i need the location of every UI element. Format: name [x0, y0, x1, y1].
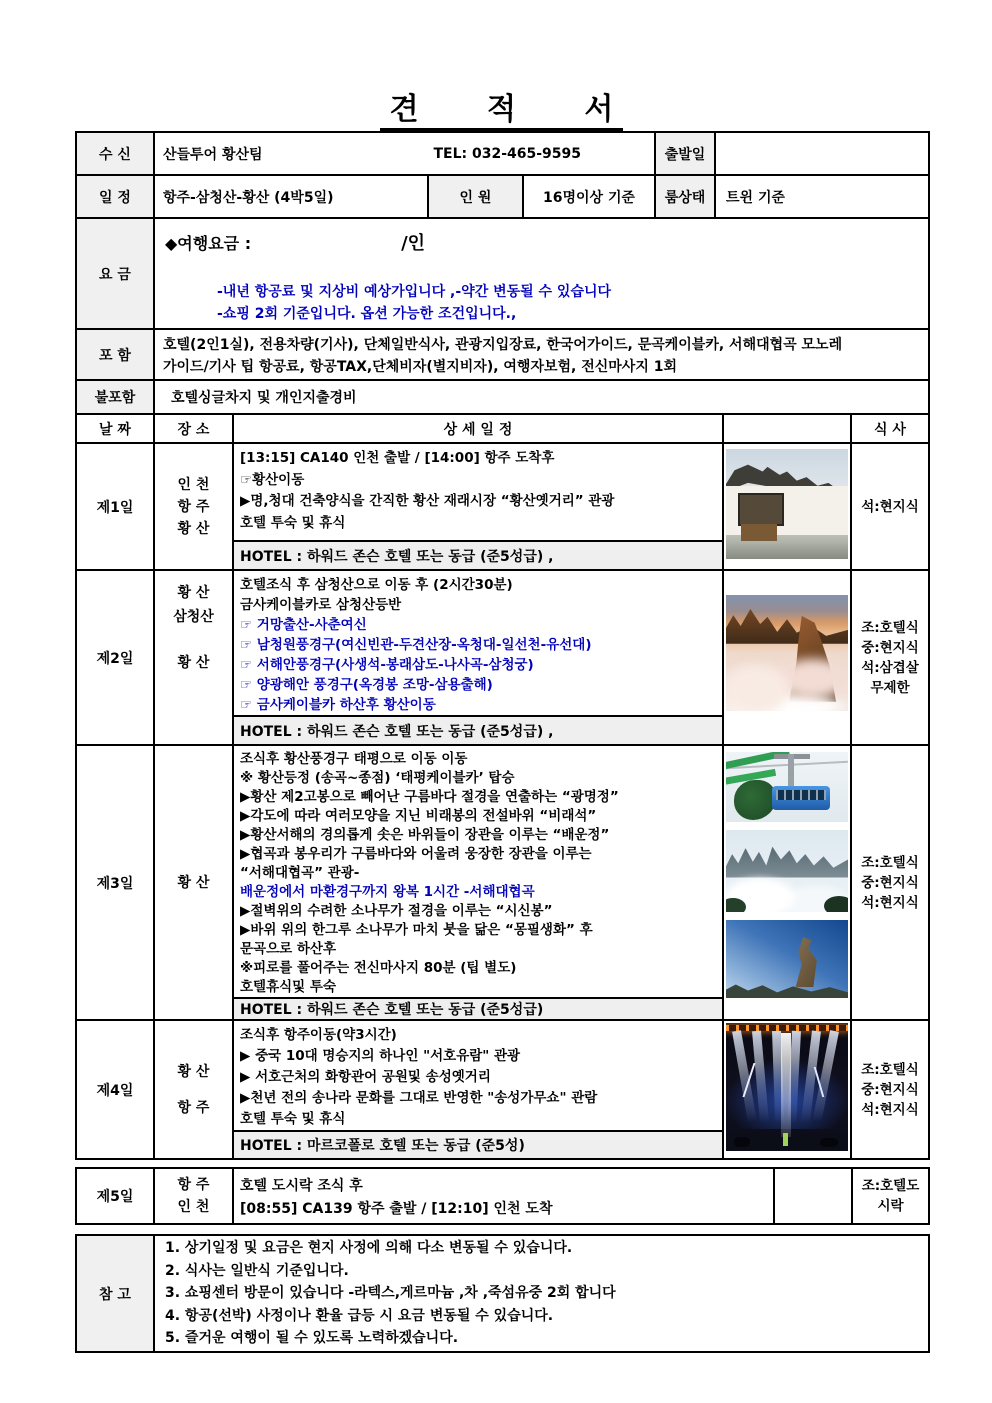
excluded-label: 불포함 [76, 380, 154, 414]
itinerary-line: 호텔 도시락 조식 후 [240, 1178, 363, 1194]
title-block [75, 0, 928, 131]
photo-sanqingshan-sunset-clouds [726, 595, 848, 711]
itinerary-line: ▶천년 전의 송나라 문화를 그대로 반영한 "송성가무쇼" 관람 [240, 1090, 598, 1106]
meal-line: 시락 [877, 1198, 904, 1214]
price-table [75, 217, 930, 330]
place-line: 항 주 [177, 1099, 210, 1116]
day5-places [154, 1168, 233, 1224]
itinerary-line: 배운정에서 마환경구까지 왕복 1시간 -서해대협곡 [240, 884, 535, 900]
included-text [154, 329, 929, 380]
recipient-label: 수 신 [76, 132, 154, 175]
itinerary-line: ☞ 서해안풍경구(사생석-봉래삼도-나사곡-삼청궁) [240, 657, 534, 673]
day4-row [76, 1020, 929, 1131]
room-value: 트윈 기준 [715, 175, 929, 218]
schedule-label: 일 정 [76, 175, 154, 218]
photo-taiping-cable-car [726, 752, 848, 822]
meal-line: 석:현지식 [861, 894, 919, 911]
photo-songcheng-dance-show [726, 1023, 848, 1151]
day3-itinerary [233, 745, 723, 998]
meal-line: 석:현지식 [861, 498, 919, 515]
itinerary-line: 호텔휴식및 투숙 [240, 979, 336, 995]
place-line: 황 산 [177, 585, 210, 601]
itinerary-table [75, 413, 930, 1160]
day2-itinerary [233, 570, 723, 716]
performer-silhouette [820, 1138, 838, 1147]
recipient-cell [154, 132, 655, 175]
pax-value: 16명이상 기준 [523, 175, 655, 218]
itinerary-line: ▶협곡과 봉우리가 구름바다와 어울려 웅장한 장관을 이루는 [240, 846, 592, 862]
rocky-peaks [726, 840, 848, 878]
itinerary-line: ▶ 서호근처의 화항관어 공원및 송성옛거리 [240, 1069, 491, 1085]
mountain-ridge [726, 604, 848, 643]
itinerary-line: ☞ 양광해안 풍경구(옥경봉 조망-삼용출해) [240, 677, 493, 693]
place-line: 삼청산 [173, 609, 214, 625]
place-line: 인 천 [177, 1199, 210, 1215]
meal-line: 석:현지식 [861, 1101, 919, 1118]
itinerary-line: ▶절벽위의 수려한 소나무가 절경을 이루는 “시신봉” [240, 903, 553, 919]
route-value: 항주-삼청산-황산 (4박5일) [154, 175, 428, 218]
meal-header: 식 사 [851, 414, 929, 443]
day4-places [154, 1020, 233, 1159]
day3-hotel: HOTEL : 하워드 존슨 호텔 또는 동급 (준5성급) [233, 998, 723, 1020]
day2-places [154, 570, 233, 745]
itinerary-line: ▶황산서해의 경의롭게 솟은 바위들이 장관을 이루는 “배운정” [240, 827, 610, 843]
day1-row [76, 443, 929, 541]
day2-label: 제2일 [76, 570, 154, 745]
tel-number: TEL: 032-465-9595 [433, 145, 582, 162]
day1-itinerary [233, 443, 723, 541]
itinerary-line: ▶바위 위의 한그루 소나무가 마치 붓을 닮은 “몽필생화” 후 [240, 922, 593, 938]
day3-row [76, 745, 929, 998]
meal-line: 조:호텔식 [861, 1061, 919, 1078]
day2-hotel: HOTEL : 하워드 존슨 호텔 또는 동급 (준5성급) , [233, 716, 723, 745]
itinerary-line: 호텔조식 후 삼청산으로 이동 후 (2시간30분) [240, 577, 513, 593]
itinerary-line: [08:55] CA139 항주 출발 / [12:10] 인천 도착 [240, 1201, 553, 1217]
meal-line: 중:현지식 [861, 874, 919, 891]
day2-meals [851, 570, 929, 745]
performer-silhouette [734, 1137, 750, 1147]
meal-line: 조:호텔도 [861, 1178, 920, 1194]
itinerary-line: 문곡으로 하산후 [240, 941, 336, 957]
lead-performer [783, 1133, 788, 1146]
note-item: 3. 쇼핑센터 방문이 있습니다 -라텍스,게르마늄 ,차 ,죽섬유중 2회 합니다 [165, 1285, 616, 1302]
meal-line: 조:호텔식 [861, 854, 919, 871]
sea-of-clouds [726, 653, 848, 711]
price-label: 요 금 [76, 218, 154, 329]
day5-meals [852, 1168, 929, 1224]
day5-row [76, 1168, 929, 1224]
day4-photo-cell [723, 1020, 851, 1159]
detail-header: 상 세 일 정 [233, 414, 723, 443]
itinerary-line: 금사케이블카로 삼청산등반 [240, 597, 402, 613]
day1-places [154, 443, 233, 570]
itinerary-line: 호텔 투숙 및 휴식 [240, 514, 346, 531]
center-spotlight [781, 1033, 791, 1141]
day4-hotel: HOTEL : 마르코폴로 호텔 또는 동급 (준5성) [233, 1131, 723, 1159]
street-road [726, 544, 848, 559]
day4-itinerary [233, 1020, 723, 1131]
pine-silhouette [824, 896, 848, 912]
excluded-table [75, 379, 930, 415]
photo-brush-pen-rock [726, 920, 848, 998]
wooden-balcony [738, 493, 783, 526]
price-heading: ◆여행요금 : [165, 234, 252, 253]
day4-meals [851, 1020, 929, 1159]
itinerary-line: [13:15] CA140 인천 출발 / [14:00] 항주 도착후 [240, 450, 555, 466]
price-note: -내년 항공료 및 지상비 예상가입니다 ,-약간 변동될 수 있습니다 [217, 284, 612, 300]
pax-label: 인 원 [428, 175, 523, 218]
itinerary-line: ▶황산 제2고봉으로 빼어난 구름바다 절경을 연출하는 “광명정” [240, 789, 619, 805]
itinerary-line: ▶명,청대 건축양식을 간직한 황산 재래시장 “황산옛거리” 관광 [240, 493, 615, 509]
header-info-table [75, 131, 930, 219]
day1-hotel: HOTEL : 하워드 존슨 호텔 또는 동급 (준5성급) , [233, 541, 723, 570]
day5-label: 제5일 [76, 1168, 154, 1224]
itinerary-line: 조식후 황산풍경구 태평으로 이동 이동 [240, 751, 468, 767]
price-unit: /인 [401, 233, 426, 254]
itinerary-line: ☞황산이동 [240, 471, 305, 488]
meal-line: 석:삼겹살 [861, 659, 919, 676]
cable-pole [788, 754, 794, 788]
notes-row [76, 1235, 929, 1352]
itinerary-header-row [76, 414, 929, 443]
day1-label: 제1일 [76, 443, 154, 570]
itinerary-line: 호텔 투숙 및 휴식 [240, 1111, 346, 1127]
notes-list [154, 1235, 929, 1352]
day5-table [75, 1167, 930, 1225]
itinerary-line: “서해대협곡” 관광- [240, 865, 360, 881]
included-table [75, 328, 930, 381]
place-line: 인 천 [177, 476, 210, 493]
recipient-name: 산들투어 황산팀 [163, 146, 263, 163]
place-line: 황 산 [177, 874, 210, 891]
itinerary-line: ※ 황산등정 (송곡~종점) ‘태평케이블카’ 탑승 [240, 770, 515, 786]
itinerary-line: ☞ 거망출산-사춘여신 [240, 617, 367, 633]
mountain-ridge [726, 979, 848, 998]
cabin-windows [776, 790, 826, 800]
meal-line: 중:현지식 [861, 639, 919, 656]
day3-meals [851, 745, 929, 1020]
day2-row [76, 570, 929, 716]
day4-label: 제4일 [76, 1020, 154, 1159]
day5-empty-cell [774, 1168, 852, 1224]
schedule-row [76, 175, 929, 218]
departure-value [715, 132, 929, 175]
departure-label: 출발일 [655, 132, 715, 175]
place-line: 황 산 [177, 1063, 210, 1080]
photo-huangshan-old-street [726, 449, 848, 559]
included-line: 호텔(2인1실), 전용차량(기사), 단체일반식사, 관광지입장료, 한국어가이드, 문곡케이블카, 서해대협곡 모노레 [163, 336, 843, 353]
note-item: 2. 식사는 일반식 기준입니다. [165, 1262, 349, 1279]
place-header: 장 소 [154, 414, 233, 443]
day3-photo-cell [723, 745, 851, 1020]
place-line: 항 주 [177, 498, 210, 515]
note-item: 5. 즐거운 여행이 될 수 있도록 노력하겠습니다. [165, 1330, 459, 1347]
excluded-text: 호텔싱글차지 및 개인지출경비 [154, 380, 929, 414]
day3-places [154, 745, 233, 1020]
notes-table [75, 1234, 930, 1353]
room-label: 룸상태 [655, 175, 715, 218]
notes-label: 참 고 [76, 1235, 154, 1352]
day2-photo-cell [723, 570, 851, 745]
pine-tree [734, 780, 776, 820]
recipient-row [76, 132, 929, 175]
day1-meals [851, 443, 929, 570]
itinerary-line: ▶ 중국 10대 명승지의 하나인 "서호유람" 관광 [240, 1048, 521, 1064]
place-line: 항 주 [177, 1177, 210, 1193]
itinerary-line: ▶각도에 따라 여러모양을 지닌 비래봉의 전설바위 “비래석” [240, 808, 597, 824]
included-label: 포 함 [76, 329, 154, 380]
photo-header [723, 414, 851, 443]
itinerary-line: ※피로를 풀어주는 전신마사지 80분 (팁 별도) [240, 960, 517, 976]
itinerary-line: 조식후 항주이동(약3시간) [240, 1027, 397, 1043]
storefront [741, 524, 778, 542]
photo-huangshan-sea-of-clouds [726, 830, 848, 912]
note-item: 1. 상기일정 및 요금은 현지 사정에 의해 다소 변동될 수 있습니다. [165, 1240, 573, 1257]
day1-photo-cell [723, 443, 851, 570]
date-header: 날 짜 [76, 414, 154, 443]
itinerary-line: ☞ 금사케이블카 하산후 황산이동 [240, 697, 436, 713]
price-cell [154, 218, 929, 329]
day3-label: 제3일 [76, 745, 154, 1020]
meal-line: 무제한 [870, 679, 910, 696]
place-line: 황 산 [177, 655, 210, 671]
price-note: -쇼핑 2회 기준입니다. 옵션 가능한 조건입니다., [217, 306, 517, 322]
day5-itinerary [233, 1168, 774, 1224]
place-line: 황 산 [177, 520, 210, 537]
rock-pinnacle [789, 937, 823, 987]
meal-line: 조:호텔식 [861, 619, 919, 636]
meal-line: 중:현지식 [861, 1081, 919, 1098]
note-item: 4. 항공(선박) 사정이나 환율 급등 시 요금 변동될 수 있습니다. [165, 1307, 554, 1324]
itinerary-line: ☞ 남청원풍경구(여신빈관-두견산장-옥청대-일선천-유선대) [240, 637, 592, 653]
page-title: 견 적 서 [380, 95, 624, 131]
included-line: 가이드/기사 팁 항공료, 항공TAX,단체비자(별지비자), 여행자보험, 전신마사지 1회 [163, 358, 677, 375]
